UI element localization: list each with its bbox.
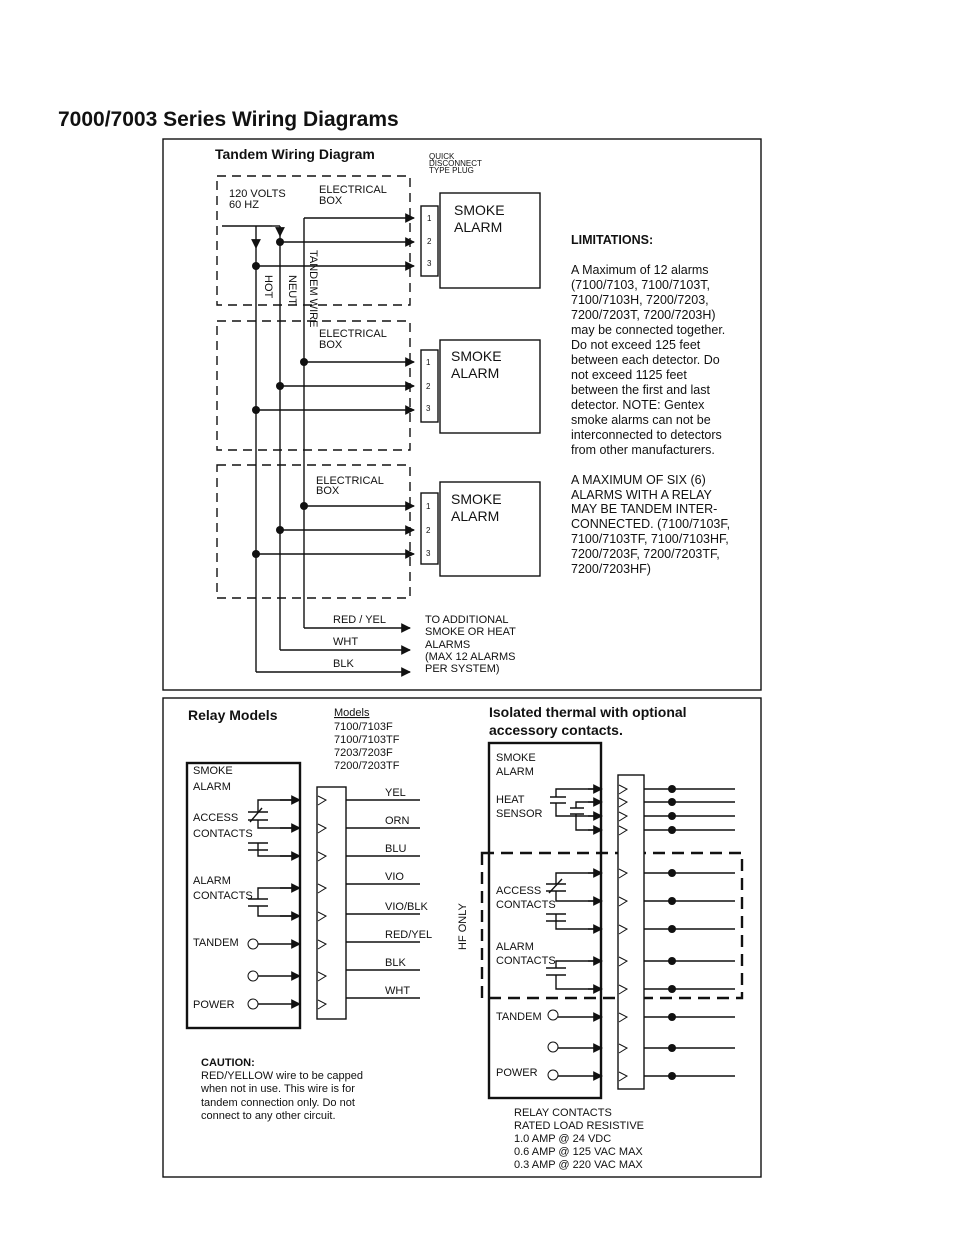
svg-text:YEL: YEL: [385, 787, 406, 799]
svg-text:TANDEM: TANDEM: [496, 1011, 542, 1023]
svg-text:BOX: BOX: [319, 339, 343, 351]
svg-text:RED/YELLOW wire to be capped: RED/YELLOW wire to be capped: [201, 1070, 364, 1082]
svg-text:3: 3: [426, 549, 431, 558]
svg-text:ALARM: ALARM: [451, 365, 500, 381]
svg-text:ALARM: ALARM: [454, 219, 503, 235]
svg-text:Do not exceed 125 feet: Do not exceed 125 feet: [571, 338, 701, 352]
svg-text:Models: Models: [334, 707, 370, 719]
svg-text:ALARM: ALARM: [193, 875, 231, 887]
svg-text:ELECTRICAL: ELECTRICAL: [319, 184, 387, 196]
svg-text:7100/7103H, 7200/7203,: 7100/7103H, 7200/7203,: [571, 293, 709, 307]
svg-text:ALARMS: ALARMS: [425, 639, 471, 651]
svg-text:QUICK: QUICK: [429, 152, 455, 161]
svg-text:ACCESS: ACCESS: [193, 812, 239, 824]
isolated-unit: [489, 743, 602, 1098]
svg-text:2: 2: [426, 526, 431, 535]
svg-text:HEAT: HEAT: [496, 794, 525, 806]
svg-text:tandem connection only. Do not: tandem connection only. Do not: [201, 1097, 355, 1109]
hot-wire-label: HOT: [262, 275, 274, 299]
svg-text:ALARM: ALARM: [451, 508, 500, 524]
page-title: 7000/7003 Series Wiring Diagrams: [58, 108, 399, 131]
svg-text:SMOKE OR HEAT: SMOKE OR HEAT: [425, 626, 516, 638]
svg-text:7100/7103F: 7100/7103F: [334, 721, 393, 733]
svg-text:may be connected together.: may be connected together.: [571, 323, 726, 337]
svg-text:(7100/7103, 7100/7103T,: (7100/7103, 7100/7103T,: [571, 278, 711, 292]
svg-text:SMOKE: SMOKE: [193, 765, 233, 777]
svg-text:ACCESS: ACCESS: [496, 885, 542, 897]
svg-text:ALARM: ALARM: [496, 766, 534, 778]
svg-text:1: 1: [426, 358, 431, 367]
svg-text:7200/7203F, 7200/7203TF,: 7200/7203F, 7200/7203TF,: [571, 547, 720, 561]
svg-text:CAUTION:: CAUTION:: [201, 1057, 255, 1069]
svg-text:CONNECTED. (7100/7103F,: CONNECTED. (7100/7103F,: [571, 517, 731, 531]
svg-text:TO ADDITIONAL: TO ADDITIONAL: [425, 614, 509, 626]
svg-text:BOX: BOX: [319, 195, 343, 207]
svg-text:connect to any other circuit.: connect to any other circuit.: [201, 1110, 336, 1122]
svg-text:SMOKE: SMOKE: [451, 491, 502, 507]
svg-text:7100/7103TF: 7100/7103TF: [334, 734, 400, 746]
svg-text:WHT: WHT: [333, 636, 359, 648]
svg-text:VIO/BLK: VIO/BLK: [385, 901, 428, 913]
svg-text:WHT: WHT: [385, 985, 411, 997]
svg-text:PER SYSTEM): PER SYSTEM): [425, 663, 500, 675]
svg-text:SENSOR: SENSOR: [496, 808, 543, 820]
svg-text:LIMITATIONS:: LIMITATIONS:: [571, 233, 654, 247]
svg-text:between each detector. Do: between each detector. Do: [571, 353, 720, 367]
svg-text:SMOKE: SMOKE: [496, 752, 536, 764]
svg-text:accessory contacts.: accessory contacts.: [489, 722, 623, 738]
svg-text:A MAXIMUM OF SIX (6): A MAXIMUM OF SIX (6): [571, 473, 706, 487]
svg-text:CONTACTS: CONTACTS: [193, 828, 253, 840]
svg-text:VIO: VIO: [385, 871, 404, 883]
svg-text:7200/7203TF: 7200/7203TF: [334, 760, 400, 772]
svg-text:CONTACTS: CONTACTS: [496, 955, 556, 967]
neut-wire-label: NEUT: [286, 275, 298, 305]
svg-text:RATED LOAD RESISTIVE: RATED LOAD RESISTIVE: [514, 1120, 644, 1132]
svg-text:7200/7203T, 7200/7203H): 7200/7203T, 7200/7203H): [571, 308, 716, 322]
svg-text:when not in use. This wire is: when not in use. This wire is for: [201, 1083, 355, 1095]
svg-text:0.6 AMP @ 125 VAC MAX: 0.6 AMP @ 125 VAC MAX: [514, 1146, 643, 1158]
svg-text:BLK: BLK: [333, 658, 354, 670]
svg-text:POWER: POWER: [193, 999, 235, 1011]
hf-only-label: HF ONLY: [457, 903, 469, 950]
svg-text:60 HZ: 60 HZ: [229, 199, 259, 211]
svg-text:TANDEM: TANDEM: [193, 937, 239, 949]
svg-text:ELECTRICAL: ELECTRICAL: [319, 328, 387, 340]
svg-text:1: 1: [427, 214, 432, 223]
svg-text:3: 3: [426, 404, 431, 413]
svg-text:ALARM: ALARM: [496, 941, 534, 953]
svg-text:detector. NOTE: Gentex: detector. NOTE: Gentex: [571, 398, 705, 412]
svg-text:TYPE PLUG: TYPE PLUG: [429, 166, 474, 175]
relay-unit: [187, 763, 300, 1028]
svg-text:(MAX 12 ALARMS: (MAX 12 ALARMS: [425, 651, 516, 663]
svg-text:not exceed 1125 feet: not exceed 1125 feet: [571, 368, 687, 382]
svg-text:ALARMS WITH A RELAY: ALARMS WITH A RELAY: [571, 488, 712, 502]
relay-heading: Relay Models: [188, 707, 278, 723]
svg-text:ALARM: ALARM: [193, 781, 231, 793]
svg-text:1: 1: [426, 502, 431, 511]
svg-text:2: 2: [427, 237, 432, 246]
svg-text:between the first and last: between the first and last: [571, 383, 710, 397]
svg-text:0.3 AMP @ 220 VAC MAX: 0.3 AMP @ 220 VAC MAX: [514, 1159, 643, 1171]
tandem-heading: Tandem Wiring Diagram: [215, 146, 375, 162]
svg-text:A Maximum of 12 alarms: A Maximum of 12 alarms: [571, 263, 709, 277]
svg-text:2: 2: [426, 382, 431, 391]
svg-text:RED/YEL: RED/YEL: [385, 929, 433, 941]
svg-text:MAY BE TANDEM INTER-: MAY BE TANDEM INTER-: [571, 502, 718, 516]
svg-text:SMOKE: SMOKE: [454, 202, 505, 218]
svg-text:7203/7203F: 7203/7203F: [334, 747, 393, 759]
svg-text:interconnected to detectors: interconnected to detectors: [571, 428, 722, 442]
svg-text:smoke alarms can not be: smoke alarms can not be: [571, 413, 711, 427]
svg-text:DISCONNECT: DISCONNECT: [429, 159, 482, 168]
svg-text:1.0 AMP @ 24 VDC: 1.0 AMP @ 24 VDC: [514, 1133, 612, 1145]
svg-text:BLK: BLK: [385, 957, 406, 969]
svg-text:RELAY CONTACTS: RELAY CONTACTS: [514, 1107, 612, 1119]
svg-text:7200/7203HF): 7200/7203HF): [571, 562, 651, 576]
svg-text:Isolated thermal with optional: Isolated thermal with optional: [489, 704, 687, 720]
svg-text:ELECTRICAL: ELECTRICAL: [316, 475, 384, 487]
svg-text:120 VOLTS: 120 VOLTS: [229, 188, 286, 200]
svg-text:SMOKE: SMOKE: [451, 348, 502, 364]
svg-text:3: 3: [427, 259, 432, 268]
svg-text:BLU: BLU: [385, 843, 407, 855]
svg-text:CONTACTS: CONTACTS: [496, 899, 556, 911]
svg-text:BOX: BOX: [316, 485, 340, 497]
svg-text:ORN: ORN: [385, 815, 410, 827]
svg-text:POWER: POWER: [496, 1067, 538, 1079]
svg-text:CONTACTS: CONTACTS: [193, 890, 253, 902]
svg-text:7100/7103TF, 7100/7103HF,: 7100/7103TF, 7100/7103HF,: [571, 532, 729, 546]
svg-text:RED / YEL: RED / YEL: [333, 614, 386, 626]
svg-text:from other manufacturers.: from other manufacturers.: [571, 443, 715, 457]
tandem-wire-label: TANDEM WIRE: [307, 250, 319, 328]
